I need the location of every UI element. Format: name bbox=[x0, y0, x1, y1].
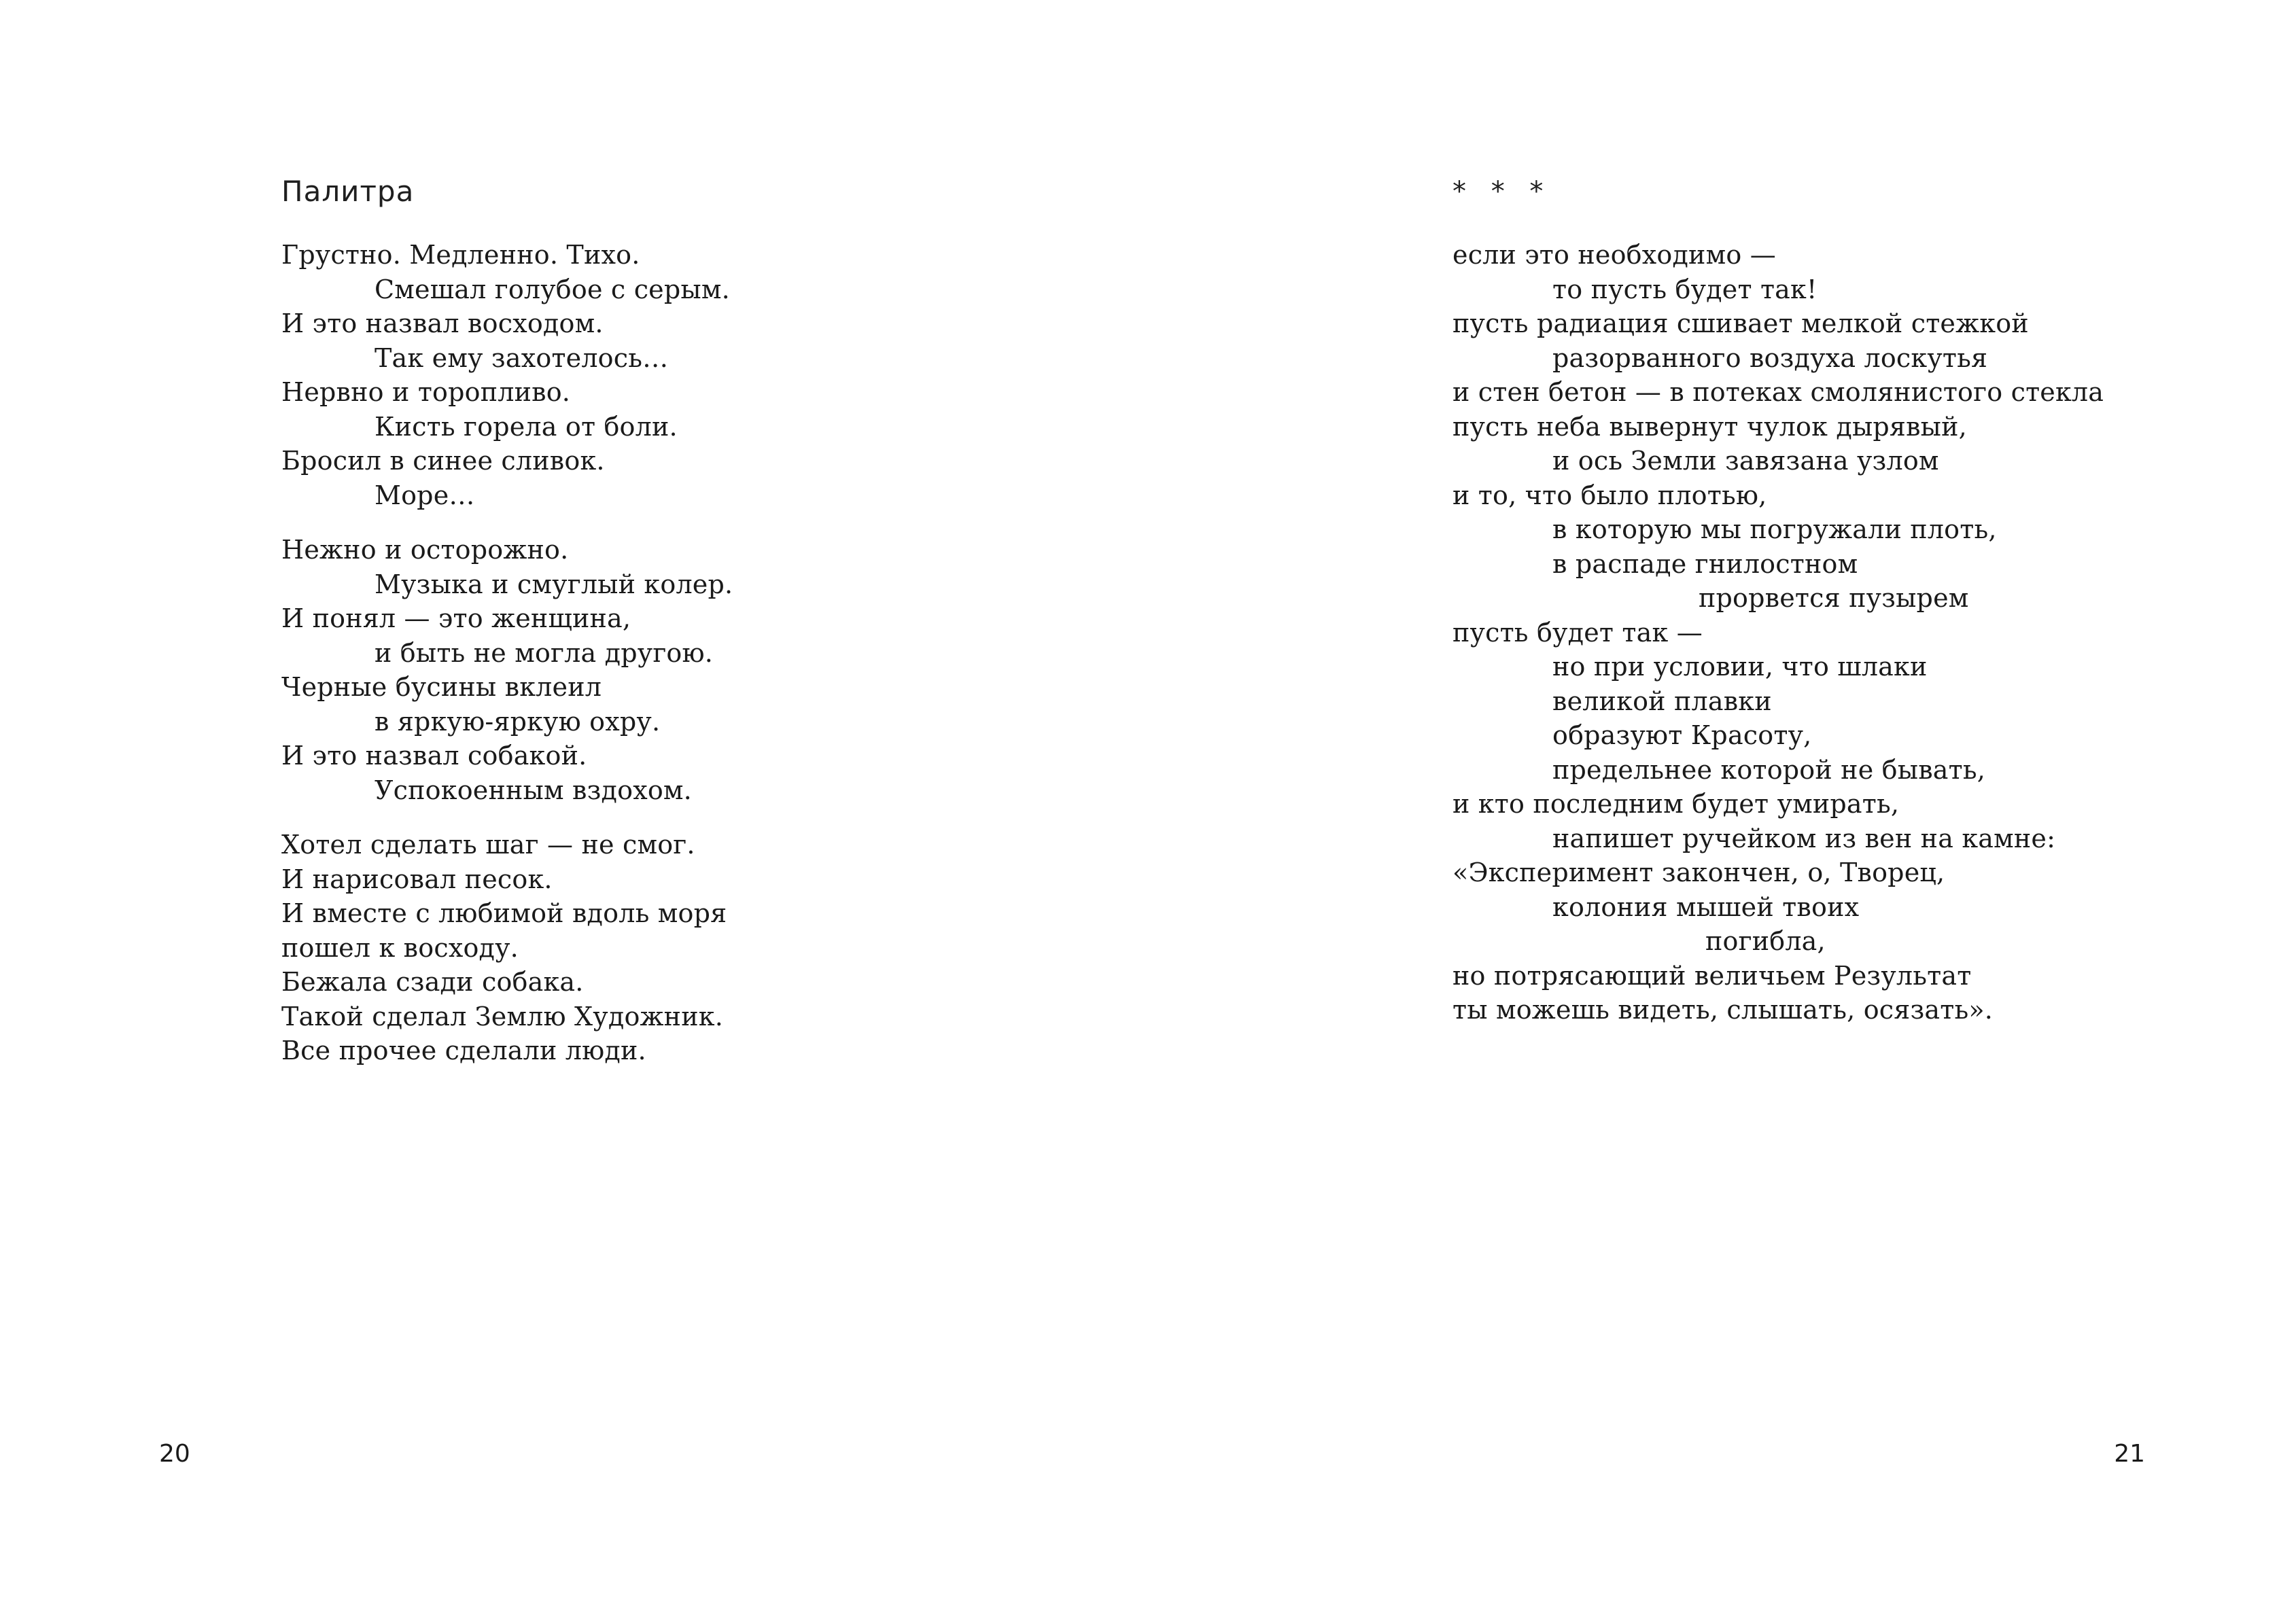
poem-line: Смешал голубое с серым. bbox=[375, 274, 730, 304]
poem-line: разорванного воздуха лоскутья bbox=[1552, 342, 1988, 373]
poem-body bbox=[281, 238, 733, 1068]
poem-line: Черные бусины вклеил bbox=[281, 672, 602, 702]
poem-line: Успокоенным вздохом. bbox=[375, 775, 692, 805]
poem-line: и то, что было плотью, bbox=[1453, 480, 1767, 510]
poem-line: в которую мы погружали плоть, bbox=[1552, 514, 1997, 544]
poem-line: если это необходимо — bbox=[1453, 240, 1776, 270]
poem-body bbox=[1453, 238, 2104, 1027]
poem-line: Нервно и торопливо. bbox=[281, 377, 571, 407]
poem-line: в распаде гнилостном bbox=[1552, 548, 1858, 579]
poem-line: Бросил в синее сливок. bbox=[281, 446, 605, 476]
poem-line: колония мышей твоих bbox=[1552, 892, 1860, 922]
poem-line: «Эксперимент закончен, о, Творец, bbox=[1453, 858, 1945, 887]
poem-line: в яркую-яркую охру. bbox=[375, 706, 661, 737]
poem-palitra bbox=[281, 170, 733, 1089]
stanza bbox=[281, 828, 733, 1068]
poem-title-asterisks: * * * bbox=[1453, 176, 1552, 207]
poem-untitled bbox=[1453, 170, 2104, 1048]
poem-line: но потрясающий величьем Результат bbox=[1453, 960, 1972, 991]
poem-line: Бежала сзади собака. bbox=[281, 967, 584, 997]
poem-line: Музыка и смуглый колер. bbox=[375, 569, 733, 599]
poem-line: пусть будет так — bbox=[1453, 617, 1703, 648]
poem-line: И это назвал собакой. bbox=[281, 741, 587, 771]
poem-line: Все прочее сделали люди. bbox=[281, 1036, 646, 1065]
stanza bbox=[281, 238, 733, 512]
poem-line: и быть не могла другою. bbox=[375, 637, 714, 668]
poem-line: но при условии, что шлаки bbox=[1552, 652, 1928, 682]
poem-line: И нарисовал песок. bbox=[281, 864, 553, 894]
stanza bbox=[281, 533, 733, 807]
right-page bbox=[1148, 0, 2296, 1605]
poem-line: Такой сделал Землю Художник. bbox=[281, 1001, 723, 1031]
poem-line: и кто последним будет умирать, bbox=[1453, 789, 1900, 819]
poem-line: И это назвал восходом. bbox=[281, 308, 604, 338]
poem-line: образуют Красоту, bbox=[1552, 720, 1812, 750]
poem-line: великой плавки bbox=[1552, 686, 1772, 716]
poem-line: пошел к восходу. bbox=[281, 932, 519, 963]
page-number: 20 bbox=[159, 1440, 190, 1468]
stanza bbox=[1453, 238, 2104, 1027]
poem-line: ты можешь видеть, слышать, осязать». bbox=[1453, 995, 1994, 1025]
poem-line: и стен бетон — в потеках смолянистого стекла bbox=[1453, 377, 2104, 407]
poem-line: то пусть будет так! bbox=[1552, 274, 1817, 304]
poem-line: прорвется пузырем bbox=[1699, 583, 1969, 613]
poem-line: Море… bbox=[375, 480, 475, 510]
poem-line: Хотел сделать шаг — не смог. bbox=[281, 830, 695, 860]
poem-line: Кисть горела от боли. bbox=[375, 411, 678, 442]
poem-line: пусть радиация сшивает мелкой стежкой bbox=[1453, 308, 2029, 338]
poem-line: погибла, bbox=[1705, 926, 1826, 956]
poem-line: Так ему захотелось… bbox=[375, 342, 669, 373]
poem-line: предельнее которой не бывать, bbox=[1552, 754, 1986, 785]
page-number: 21 bbox=[2114, 1440, 2145, 1468]
poem-line: Нежно и осторожно. bbox=[281, 535, 569, 565]
poem-line: И вместе с любимой вдоль моря bbox=[281, 898, 727, 928]
poem-title: Палитра bbox=[281, 175, 415, 208]
poem-line: напишет ручейком из вен на камне: bbox=[1552, 823, 2056, 853]
poem-line: и ось Земли завязана узлом bbox=[1552, 446, 1939, 476]
poem-line: пусть неба вывернут чулок дырявый, bbox=[1453, 411, 1967, 442]
poem-line: Грустно. Медленно. Тихо. bbox=[281, 240, 640, 270]
poem-line: И понял — это женщина, bbox=[281, 603, 631, 633]
